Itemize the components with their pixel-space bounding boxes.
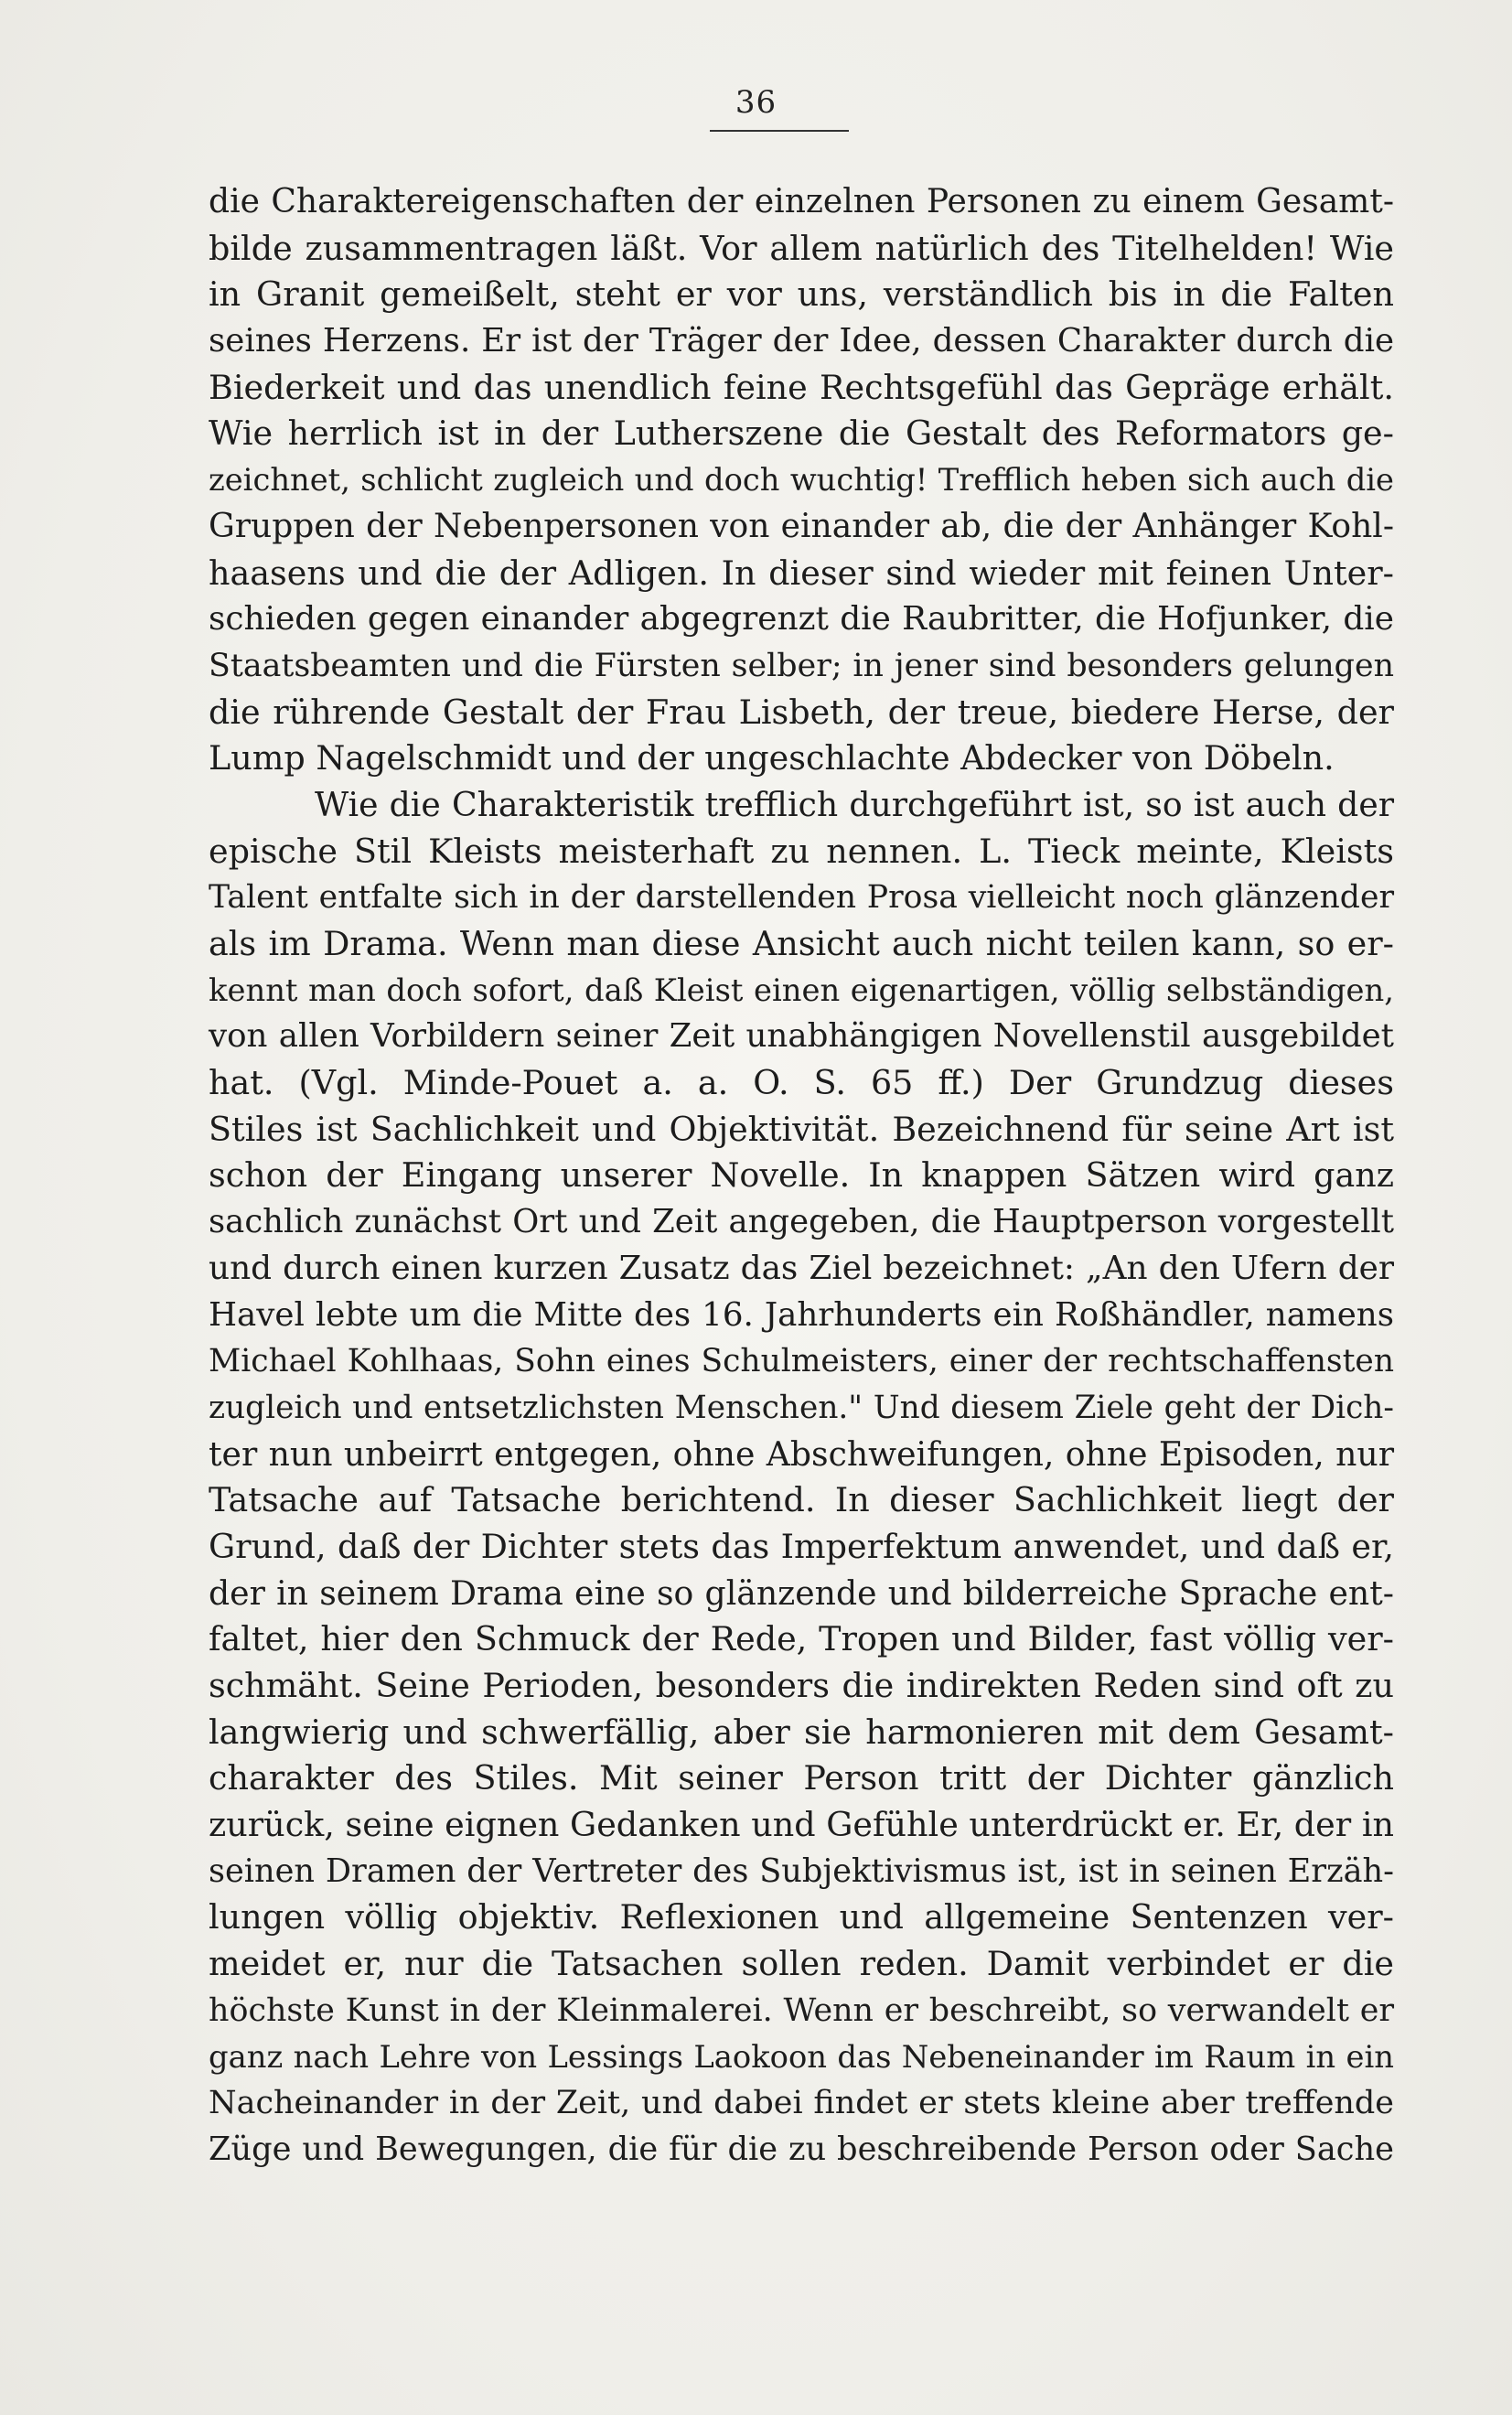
text-line: sachlich zunächst Ort und Zeit angegeben, die Hauptperson vorgestellt — [209, 1203, 1394, 1241]
text-line: haasens und die der Adligen. In dieser sind wieder mit feinen Unter- — [209, 553, 1394, 593]
text-line: Michael Kohlhaas, Sohn eines Schulmeisters, einer der rechtschaffensten — [209, 1343, 1394, 1380]
text-line: faltet, hier den Schmuck der Rede, Tropen und Bilder, fast völlig ver- — [209, 1619, 1394, 1659]
text-line: als im Drama. Wenn man diese Ansicht auch nicht teilen kann, so er- — [209, 924, 1394, 963]
header-rule — [710, 130, 849, 132]
text-line: die rührende Gestalt der Frau Lisbeth, der treue, biedere Herse, der — [209, 692, 1394, 732]
text-line: ter nun unbeirrt entgegen, ohne Abschweifungen, ohne Episoden, nur — [209, 1433, 1394, 1474]
text-line: der in seinem Drama eine so glänzende und bilderreiche Sprache ent- — [209, 1572, 1394, 1613]
text-line: charakter des Stiles. Mit seiner Person tritt der Dichter gänzlich — [209, 1758, 1394, 1798]
text-line: schon der Eingang unserer Novelle. In knappen Sätzen wird ganz — [209, 1155, 1394, 1196]
text-line: in Granit gemeißelt, steht er vor uns, verständlich bis in die Falten — [209, 274, 1394, 315]
text-line: zeichnet, schlicht zugleich und doch wuchtig! Trefflich heben sich auch die — [209, 462, 1394, 499]
text-line: Züge und Bewegungen, die für die zu beschreibende Person oder Sache — [209, 2130, 1394, 2168]
text-line: die Charaktereigenschaften der einzelnen Personen zu einem Gesamt- — [209, 183, 1394, 220]
paragraph-1 — [209, 179, 1394, 782]
text-line: lungen völlig objektiv. Reflexionen und allgemeine Sentenzen ver- — [209, 1897, 1394, 1937]
text-line: Lump Nagelschmidt und der ungeschlachte Abdecker von Döbeln. — [209, 738, 1335, 778]
text-line: zugleich und entsetzlichsten Menschen." Und diesem Ziele geht der Dich- — [209, 1389, 1394, 1426]
body-text — [209, 179, 1394, 2174]
text-line: Wie die Charakteristik trefflich durchgeführt ist, so ist auch der — [315, 784, 1394, 824]
text-line: meidet er, nur die Tatsachen sollen reden. Damit verbindet er die — [209, 1944, 1394, 1984]
text-line: Wie herrlich ist in der Lutherszene die Gestalt des Reformators ge- — [209, 413, 1394, 454]
text-line: schieden gegen einander abgegrenzt die Raubritter, die Hofjunker, die — [209, 600, 1394, 639]
text-line: Havel lebte um die Mitte des 16. Jahrhunderts ein Roßhändler, namens — [209, 1295, 1394, 1334]
text-line: kennt man doch sofort, daß Kleist einen eigenartigen, völlig selbständigen, — [209, 971, 1394, 1008]
text-line: seinen Dramen der Vertreter des Subjektivismus ist, ist in seinen Erzäh- — [209, 1852, 1394, 1890]
paragraph-2 — [209, 782, 1394, 2174]
text-line: von allen Vorbildern seiner Zeit unabhängigen Novellenstil ausgebildet — [209, 1017, 1394, 1056]
text-line: schmäht. Seine Perioden, besonders die indirekten Reden sind oft zu — [209, 1666, 1394, 1705]
text-line: Grund, daß der Dichter stets das Imperfektum anwendet, und daß er, — [209, 1526, 1394, 1566]
text-line: Talent entfalte sich in der darstellenden Prosa vielleicht noch glänzender — [209, 879, 1394, 917]
text-line: Staatsbeamten und die Fürsten selber; in jener sind besonders gelungen — [209, 647, 1394, 684]
text-line: seines Herzens. Er ist der Träger der Idee, dessen Charakter durch die — [209, 322, 1394, 360]
text-line: höchste Kunst in der Kleinmalerei. Wenn er beschreibt, so verwandelt er — [209, 1991, 1394, 2029]
text-line: langwierig und schwerfällig, aber sie harmonieren mit dem Gesamt- — [209, 1712, 1394, 1752]
text-line: Stiles ist Sachlichkeit und Objektivität. Bezeichnend für seine Art ist — [209, 1109, 1394, 1149]
text-line: Gruppen der Nebenpersonen von einander ab, die der Anhänger Kohl- — [209, 507, 1394, 545]
text-line: Tatsache auf Tatsache berichtend. In dieser Sachlichkeit liegt der — [209, 1480, 1394, 1520]
text-line: und durch einen kurzen Zusatz das Ziel bezeichnet: „An den Ufern der — [209, 1249, 1394, 1287]
text-line: Biederkeit und das unendlich feine Rechtsgefühl das Gepräge erhält. — [209, 367, 1394, 407]
text-line: Nacheinander in der Zeit, und dabei findet er stets kleine aber treffende — [209, 2085, 1394, 2122]
text-line: hat. (Vgl. Minde-Pouet a. a. O. S. 65 ff.) Der Grundzug dieses — [209, 1063, 1394, 1103]
page-number: 36 — [735, 84, 777, 121]
text-line: ganz nach Lehre von Lessings Laokoon das Nebeneinander im Raum in ein — [209, 2038, 1394, 2075]
text-line: bilde zusammentragen läßt. Vor allem natürlich des Titelhelden! Wie — [209, 228, 1394, 268]
text-line: zurück, seine eignen Gedanken und Gefühle unterdrückt er. Er, der in — [209, 1805, 1394, 1845]
text-line: epische Stil Kleists meisterhaft zu nennen. L. Tieck meinte, Kleists — [209, 831, 1394, 871]
